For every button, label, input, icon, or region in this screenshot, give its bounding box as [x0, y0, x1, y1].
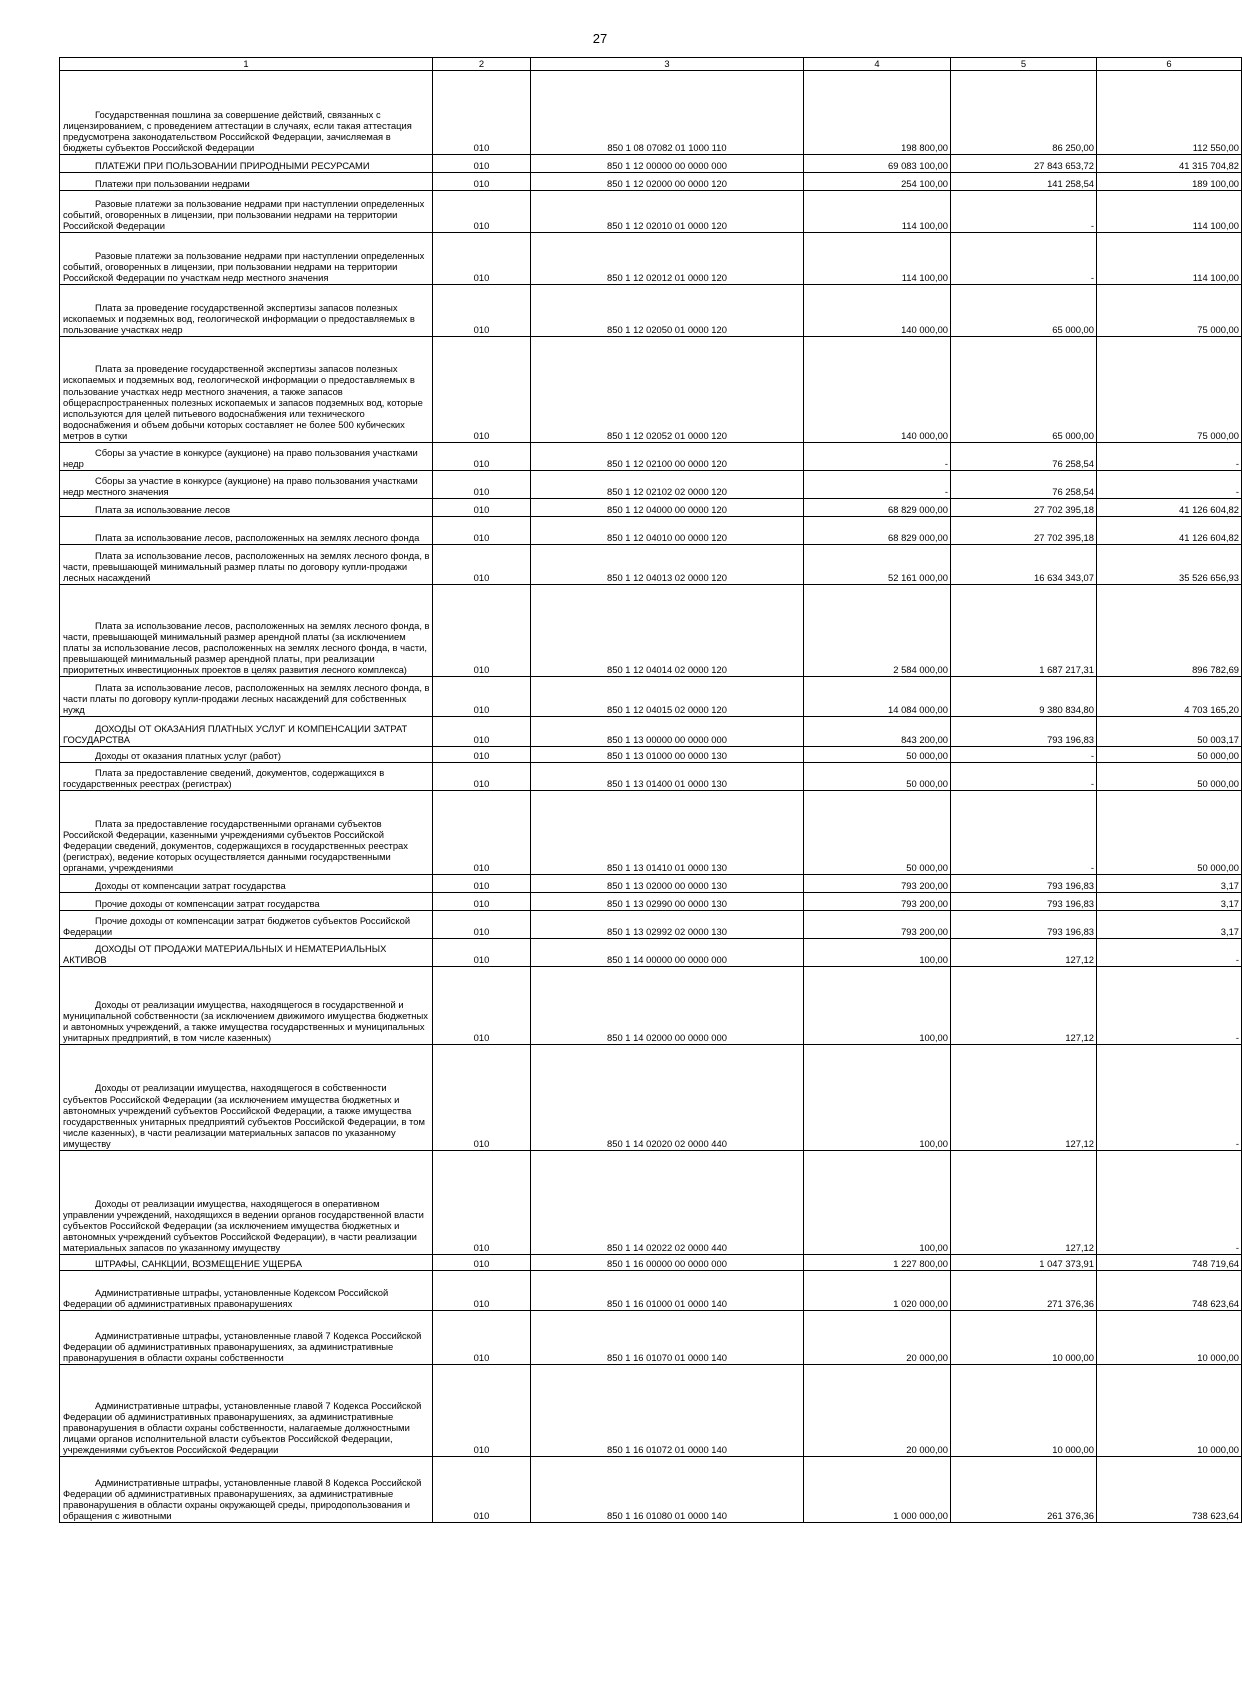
unexecuted-amount-cell: 41 315 704,82	[1097, 155, 1242, 173]
approved-amount-cell: 20 000,00	[804, 1311, 951, 1365]
unexecuted-amount-cell: 4 703 165,20	[1097, 677, 1242, 717]
line-code-cell: 010	[433, 585, 531, 677]
revenue-name-text: Государственная пошлина за совершение действий, связанных с лицензированием, с проведением аттестации в случаях, если такая аттестация предусмотрена законодательством Российской Федерации, зачисляемая в бюджеты субъектов Российской Федерации	[63, 108, 412, 153]
budget-code-cell: 850 1 16 01070 01 0000 140	[531, 1311, 804, 1365]
unexecuted-amount-cell: 896 782,69	[1097, 585, 1242, 677]
table-row	[60, 155, 1242, 173]
line-code-cell: 010	[433, 285, 531, 337]
unexecuted-amount-cell: 748 719,64	[1097, 1255, 1242, 1271]
revenue-name-text: Плата за использование лесов, расположенных на землях лесного фонда, в части платы по договору купли-продажи лесных насаждений для собственных нужд	[63, 681, 430, 715]
approved-amount-cell: 843 200,00	[804, 717, 951, 747]
revenue-name-cell	[60, 173, 433, 191]
approved-amount-cell: 68 829 000,00	[804, 499, 951, 517]
revenue-name-text: Разовые платежи за пользование недрами при наступлении определенных событий, оговоренных в лицензии, при пользовании недрами на территории Российской Федерации по участкам недр местного значения	[63, 249, 425, 283]
unexecuted-amount-cell: 3,17	[1097, 893, 1242, 911]
revenue-name-cell	[60, 791, 433, 875]
table-row	[60, 443, 1242, 471]
revenue-name-cell	[60, 1271, 433, 1311]
revenue-name-text: Административные штрафы, установленные главой 7 Кодекса Российской Федерации об административных правонарушениях, за административные правонарушения в области охраны собственности, налагаемые должностными лицами органов исполнительной власти субъектов Российской Федерации, учреждениями субъектов Российской Федерации	[63, 1399, 422, 1455]
revenue-name-text: Доходы от компенсации затрат государства	[95, 879, 286, 891]
executed-amount-cell: -	[951, 233, 1097, 285]
unexecuted-amount-cell: -	[1097, 967, 1242, 1045]
budget-code-cell: 850 1 13 01410 01 0000 130	[531, 791, 804, 875]
table-row	[60, 1271, 1242, 1311]
revenue-name-cell	[60, 443, 433, 471]
line-code-cell: 010	[433, 911, 531, 939]
revenue-name-text: Прочие доходы от компенсации затрат государства	[95, 897, 320, 909]
revenue-name-cell	[60, 1151, 433, 1255]
revenue-name-cell	[60, 585, 433, 677]
approved-amount-cell: 50 000,00	[804, 747, 951, 763]
revenue-name-cell	[60, 717, 433, 747]
revenue-name-cell	[60, 191, 433, 233]
line-code-cell: 010	[433, 1151, 531, 1255]
revenue-name-text: Платежи при пользовании недрами	[95, 177, 250, 189]
revenue-name-cell	[60, 1255, 433, 1271]
line-code-cell: 010	[433, 1457, 531, 1523]
revenue-name-text: ПЛАТЕЖИ ПРИ ПОЛЬЗОВАНИИ ПРИРОДНЫМИ РЕСУРСАМИ	[95, 159, 370, 171]
approved-amount-cell: 50 000,00	[804, 791, 951, 875]
unexecuted-amount-cell: -	[1097, 939, 1242, 967]
revenue-name-text: Плата за использование лесов	[95, 503, 231, 515]
approved-amount-cell: 793 200,00	[804, 911, 951, 939]
approved-amount-cell: 69 083 100,00	[804, 155, 951, 173]
table-row	[60, 875, 1242, 893]
executed-amount-cell: 127,12	[951, 939, 1097, 967]
executed-amount-cell: 793 196,83	[951, 911, 1097, 939]
budget-code-cell: 850 1 12 04010 00 0000 120	[531, 517, 804, 545]
unexecuted-amount-cell: 75 000,00	[1097, 337, 1242, 443]
revenue-name-text: Плата за использование лесов, расположенных на землях лесного фонда, в части, превышающей минимальный размер платы по договору купли-продажи лесных насаждений	[63, 549, 430, 583]
budget-code-cell: 850 1 13 01400 01 0000 130	[531, 763, 804, 791]
executed-amount-cell: 793 196,83	[951, 717, 1097, 747]
approved-amount-cell: -	[804, 471, 951, 499]
table-row	[60, 1045, 1242, 1151]
unexecuted-amount-cell: 50 000,00	[1097, 763, 1242, 791]
line-code-cell: 010	[433, 499, 531, 517]
revenue-name-text: Сборы за участие в конкурсе (аукционе) на право пользования участками недр	[63, 446, 418, 469]
revenue-name-cell	[60, 939, 433, 967]
executed-amount-cell: 261 376,36	[951, 1457, 1097, 1523]
budget-code-cell: 850 1 12 04013 02 0000 120	[531, 545, 804, 585]
line-code-cell: 010	[433, 677, 531, 717]
revenue-name-cell	[60, 233, 433, 285]
line-code-cell: 010	[433, 471, 531, 499]
executed-amount-cell: 76 258,54	[951, 471, 1097, 499]
approved-amount-cell: 68 829 000,00	[804, 517, 951, 545]
executed-amount-cell: -	[951, 791, 1097, 875]
table-row	[60, 893, 1242, 911]
line-code-cell: 010	[433, 1271, 531, 1311]
executed-amount-cell: 27 702 395,18	[951, 499, 1097, 517]
unexecuted-amount-cell: 50 000,00	[1097, 791, 1242, 875]
unexecuted-amount-cell: 41 126 604,82	[1097, 517, 1242, 545]
budget-code-cell: 850 1 13 00000 00 0000 000	[531, 717, 804, 747]
revenue-name-cell	[60, 1311, 433, 1365]
approved-amount-cell: 20 000,00	[804, 1365, 951, 1457]
budget-code-cell: 850 1 12 04000 00 0000 120	[531, 499, 804, 517]
revenue-name-cell	[60, 471, 433, 499]
table-row	[60, 967, 1242, 1045]
revenue-name-text: ДОХОДЫ ОТ ПРОДАЖИ МАТЕРИАЛЬНЫХ И НЕМАТЕРИАЛЬНЫХ АКТИВОВ	[63, 942, 387, 965]
revenue-name-cell	[60, 677, 433, 717]
approved-amount-cell: 140 000,00	[804, 285, 951, 337]
table-row	[60, 1151, 1242, 1255]
executed-amount-cell: 127,12	[951, 1045, 1097, 1151]
approved-amount-cell: 793 200,00	[804, 875, 951, 893]
table-row	[60, 1311, 1242, 1365]
revenue-name-text: Административные штрафы, установленные главой 8 Кодекса Российской Федерации об административных правонарушениях, за административные правонарушения в области охраны окружающей среды, природопользования и обращения с животными	[63, 1476, 422, 1521]
unexecuted-amount-cell: 41 126 604,82	[1097, 499, 1242, 517]
executed-amount-cell: 16 634 343,07	[951, 545, 1097, 585]
budget-code-cell: 850 1 12 02100 00 0000 120	[531, 443, 804, 471]
budget-code-cell: 850 1 12 02012 01 0000 120	[531, 233, 804, 285]
approved-amount-cell: 1 000 000,00	[804, 1457, 951, 1523]
approved-amount-cell: 2 584 000,00	[804, 585, 951, 677]
revenue-name-cell	[60, 911, 433, 939]
page-number: 27	[592, 31, 608, 46]
revenue-name-cell	[60, 893, 433, 911]
column-header: 2	[433, 58, 531, 71]
column-header: 4	[804, 58, 951, 71]
unexecuted-amount-cell: 112 550,00	[1097, 71, 1242, 155]
budget-code-cell: 850 1 12 02102 02 0000 120	[531, 471, 804, 499]
revenue-name-text: Административные штрафы, установленные Кодексом Российской Федерации об административных правонарушениях	[63, 1286, 389, 1309]
unexecuted-amount-cell: 50 003,17	[1097, 717, 1242, 747]
line-code-cell: 010	[433, 443, 531, 471]
line-code-cell: 010	[433, 191, 531, 233]
table-row	[60, 545, 1242, 585]
revenue-table	[59, 57, 1242, 1523]
line-code-cell: 010	[433, 1365, 531, 1457]
approved-amount-cell: 254 100,00	[804, 173, 951, 191]
budget-code-cell: 850 1 13 01000 00 0000 130	[531, 747, 804, 763]
revenue-name-text: Плата за проведение государственной экспертизы запасов полезных ископаемых и подземных вод, геологической информации о предоставляемых в пользование участках недр местного значения, а также запасов общераспространенных полезных ископаемых и запасов подземных вод, которые используются для целей питьевого водоснабжения или технического водоснабжения и объем добычи которых составляет не более 500 кубических метров в сутки	[63, 363, 423, 441]
executed-amount-cell: 1 047 373,91	[951, 1255, 1097, 1271]
approved-amount-cell: -	[804, 443, 951, 471]
approved-amount-cell: 52 161 000,00	[804, 545, 951, 585]
unexecuted-amount-cell: -	[1097, 471, 1242, 499]
executed-amount-cell: 65 000,00	[951, 337, 1097, 443]
executed-amount-cell: 793 196,83	[951, 875, 1097, 893]
unexecuted-amount-cell: 189 100,00	[1097, 173, 1242, 191]
line-code-cell: 010	[433, 155, 531, 173]
revenue-name-cell	[60, 337, 433, 443]
unexecuted-amount-cell: -	[1097, 443, 1242, 471]
executed-amount-cell: 65 000,00	[951, 285, 1097, 337]
revenue-name-text: Прочие доходы от компенсации затрат бюджетов субъектов Российской Федерации	[63, 914, 411, 937]
approved-amount-cell: 198 800,00	[804, 71, 951, 155]
revenue-name-text: Административные штрафы, установленные главой 7 Кодекса Российской Федерации об административных правонарушениях, за административные правонарушения в области охраны собственности	[63, 1329, 422, 1363]
revenue-name-text: Доходы от реализации имущества, находящегося в оперативном управлении учреждений, находящихся в ведении органов государственной власти субъектов Российской Федерации (за исключением имущества бюджетных и автономных учреждений субъектов Российской Федерации), в части реализации материальных запасов по указанному имуществу	[63, 1197, 424, 1253]
revenue-name-cell	[60, 875, 433, 893]
approved-amount-cell: 100,00	[804, 967, 951, 1045]
revenue-name-text: Доходы от реализации имущества, находящегося в государственной и муниципальной собственности (за исключением движимого имущества бюджетных и автономных учреждений, а также имущества государственных и муниципальных унитарных предприятий, в том числе казенных)	[63, 998, 428, 1043]
table-row	[60, 191, 1242, 233]
executed-amount-cell: -	[951, 747, 1097, 763]
line-code-cell: 010	[433, 233, 531, 285]
column-header: 1	[60, 58, 433, 71]
revenue-name-text: ШТРАФЫ, САНКЦИИ, ВОЗМЕЩЕНИЕ УЩЕРБА	[95, 1257, 303, 1269]
approved-amount-cell: 793 200,00	[804, 893, 951, 911]
line-code-cell: 010	[433, 71, 531, 155]
executed-amount-cell: 76 258,54	[951, 443, 1097, 471]
revenue-name-cell	[60, 499, 433, 517]
revenue-name-text: ДОХОДЫ ОТ ОКАЗАНИЯ ПЛАТНЫХ УСЛУГ И КОМПЕНСАЦИИ ЗАТРАТ ГОСУДАРСТВА	[63, 722, 408, 745]
table-row	[60, 763, 1242, 791]
table-row	[60, 499, 1242, 517]
unexecuted-amount-cell: -	[1097, 1045, 1242, 1151]
unexecuted-amount-cell: -	[1097, 1151, 1242, 1255]
executed-amount-cell: -	[951, 763, 1097, 791]
line-code-cell: 010	[433, 791, 531, 875]
revenue-name-text: Плата за предоставление государственными органами субъектов Российской Федерации, казенными учреждениями субъектов Российской Федерации сведений, документов, содержащихся в государственных реестрах (регистрах), ведение которых осуществляется данными государственными органами, учреждениями	[63, 817, 408, 873]
approved-amount-cell: 140 000,00	[804, 337, 951, 443]
unexecuted-amount-cell: 114 100,00	[1097, 191, 1242, 233]
executed-amount-cell: 127,12	[951, 1151, 1097, 1255]
table-row	[60, 1365, 1242, 1457]
line-code-cell: 010	[433, 875, 531, 893]
line-code-cell: 010	[433, 517, 531, 545]
approved-amount-cell: 1 020 000,00	[804, 1271, 951, 1311]
revenue-name-text: Разовые платежи за пользование недрами при наступлении определенных событий, оговоренных в лицензии, при пользовании недрами на территории Российской Федерации	[63, 197, 425, 231]
revenue-name-cell	[60, 545, 433, 585]
budget-code-cell: 850 1 14 00000 00 0000 000	[531, 939, 804, 967]
revenue-name-cell	[60, 763, 433, 791]
revenue-name-text: Доходы от реализации имущества, находящегося в собственности субъектов Российской Федерации (за исключением имущества бюджетных и автономных учреждений субъектов Российской Федерации, а также имущества государственных унитарных предприятий субъектов Российской Федерации, в том числе казенных), в части реализации материальных запасов по указанному имуществу	[63, 1082, 425, 1149]
table-row	[60, 939, 1242, 967]
executed-amount-cell: 271 376,36	[951, 1271, 1097, 1311]
line-code-cell: 010	[433, 717, 531, 747]
revenue-name-cell	[60, 1365, 433, 1457]
column-header: 3	[531, 58, 804, 71]
unexecuted-amount-cell: 3,17	[1097, 911, 1242, 939]
column-number-row	[60, 58, 1242, 71]
budget-code-cell: 850 1 13 02990 00 0000 130	[531, 893, 804, 911]
revenue-name-text: Доходы от оказания платных услуг (работ)	[95, 749, 281, 761]
revenue-name-text: Плата за предоставление сведений, документов, содержащихся в государственных реестрах (регистрах)	[63, 766, 385, 789]
table-row	[60, 717, 1242, 747]
revenue-name-cell	[60, 1457, 433, 1523]
budget-code-cell: 850 1 16 01080 01 0000 140	[531, 1457, 804, 1523]
budget-code-cell: 850 1 13 02992 02 0000 130	[531, 911, 804, 939]
revenue-name-cell	[60, 747, 433, 763]
unexecuted-amount-cell: 10 000,00	[1097, 1365, 1242, 1457]
budget-code-cell: 850 1 08 07082 01 1000 110	[531, 71, 804, 155]
table-row	[60, 677, 1242, 717]
line-code-cell: 010	[433, 747, 531, 763]
executed-amount-cell: 141 258,54	[951, 173, 1097, 191]
revenue-name-text: Плата за проведение государственной экспертизы запасов полезных ископаемых и подземных вод, геологической информации о предоставляемых в пользование участках недр	[63, 301, 415, 335]
unexecuted-amount-cell: 50 000,00	[1097, 747, 1242, 763]
revenue-name-text: Плата за использование лесов, расположенных на землях лесного фонда, в части, превышающей минимальный размер арендной платы (за исключением платы за использование лесов, расположенных на землях лесного фонда, в части, превышающей минимальный размер арендной платы, при реализации приоритетных инвестиционных проектов в целях развития лесного комплекса)	[63, 619, 430, 675]
budget-code-cell: 850 1 16 00000 00 0000 000	[531, 1255, 804, 1271]
table-row	[60, 791, 1242, 875]
table-row	[60, 173, 1242, 191]
line-code-cell: 010	[433, 1255, 531, 1271]
table-row	[60, 517, 1242, 545]
revenue-name-text: Сборы за участие в конкурсе (аукционе) на право пользования участками недр местного значения	[63, 474, 418, 497]
revenue-name-cell	[60, 155, 433, 173]
budget-code-cell: 850 1 12 02000 00 0000 120	[531, 173, 804, 191]
unexecuted-amount-cell: 10 000,00	[1097, 1311, 1242, 1365]
executed-amount-cell: 1 687 217,31	[951, 585, 1097, 677]
line-code-cell: 010	[433, 893, 531, 911]
line-code-cell: 010	[433, 173, 531, 191]
revenue-name-text: Плата за использование лесов, расположенных на землях лесного фонда	[95, 531, 420, 543]
line-code-cell: 010	[433, 545, 531, 585]
approved-amount-cell: 114 100,00	[804, 233, 951, 285]
budget-code-cell: 850 1 12 02050 01 0000 120	[531, 285, 804, 337]
table-body	[60, 71, 1242, 1523]
executed-amount-cell: 27 843 653,72	[951, 155, 1097, 173]
executed-amount-cell: 793 196,83	[951, 893, 1097, 911]
column-header: 5	[951, 58, 1097, 71]
table-row	[60, 471, 1242, 499]
budget-code-cell: 850 1 16 01000 01 0000 140	[531, 1271, 804, 1311]
budget-code-cell: 850 1 13 02000 00 0000 130	[531, 875, 804, 893]
executed-amount-cell: 9 380 834,80	[951, 677, 1097, 717]
table-row	[60, 285, 1242, 337]
revenue-name-cell	[60, 285, 433, 337]
budget-code-cell: 850 1 12 04014 02 0000 120	[531, 585, 804, 677]
table-row	[60, 1457, 1242, 1523]
approved-amount-cell: 100,00	[804, 1151, 951, 1255]
line-code-cell: 010	[433, 337, 531, 443]
budget-code-cell: 850 1 14 02000 00 0000 000	[531, 967, 804, 1045]
revenue-name-cell	[60, 71, 433, 155]
line-code-cell: 010	[433, 967, 531, 1045]
table-row	[60, 337, 1242, 443]
budget-code-cell: 850 1 12 02010 01 0000 120	[531, 191, 804, 233]
approved-amount-cell: 114 100,00	[804, 191, 951, 233]
approved-amount-cell: 50 000,00	[804, 763, 951, 791]
executed-amount-cell: 86 250,00	[951, 71, 1097, 155]
table-row	[60, 1255, 1242, 1271]
unexecuted-amount-cell: 738 623,64	[1097, 1457, 1242, 1523]
approved-amount-cell: 1 227 800,00	[804, 1255, 951, 1271]
revenue-name-cell	[60, 967, 433, 1045]
column-header: 6	[1097, 58, 1242, 71]
unexecuted-amount-cell: 114 100,00	[1097, 233, 1242, 285]
line-code-cell: 010	[433, 763, 531, 791]
budget-code-cell: 850 1 12 00000 00 0000 000	[531, 155, 804, 173]
revenue-name-cell	[60, 517, 433, 545]
table-row	[60, 747, 1242, 763]
unexecuted-amount-cell: 748 623,64	[1097, 1271, 1242, 1311]
executed-amount-cell: 10 000,00	[951, 1365, 1097, 1457]
executed-amount-cell: 27 702 395,18	[951, 517, 1097, 545]
budget-code-cell: 850 1 14 02020 02 0000 440	[531, 1045, 804, 1151]
revenue-name-cell	[60, 1045, 433, 1151]
line-code-cell: 010	[433, 1045, 531, 1151]
table-row	[60, 233, 1242, 285]
budget-code-cell: 850 1 16 01072 01 0000 140	[531, 1365, 804, 1457]
budget-code-cell: 850 1 12 02052 01 0000 120	[531, 337, 804, 443]
executed-amount-cell: 10 000,00	[951, 1311, 1097, 1365]
unexecuted-amount-cell: 35 526 656,93	[1097, 545, 1242, 585]
unexecuted-amount-cell: 75 000,00	[1097, 285, 1242, 337]
executed-amount-cell: 127,12	[951, 967, 1097, 1045]
approved-amount-cell: 14 084 000,00	[804, 677, 951, 717]
table-row	[60, 585, 1242, 677]
table-row	[60, 71, 1242, 155]
approved-amount-cell: 100,00	[804, 939, 951, 967]
budget-code-cell: 850 1 12 04015 02 0000 120	[531, 677, 804, 717]
unexecuted-amount-cell: 3,17	[1097, 875, 1242, 893]
line-code-cell: 010	[433, 939, 531, 967]
line-code-cell: 010	[433, 1311, 531, 1365]
table-row	[60, 911, 1242, 939]
approved-amount-cell: 100,00	[804, 1045, 951, 1151]
executed-amount-cell: -	[951, 191, 1097, 233]
budget-code-cell: 850 1 14 02022 02 0000 440	[531, 1151, 804, 1255]
